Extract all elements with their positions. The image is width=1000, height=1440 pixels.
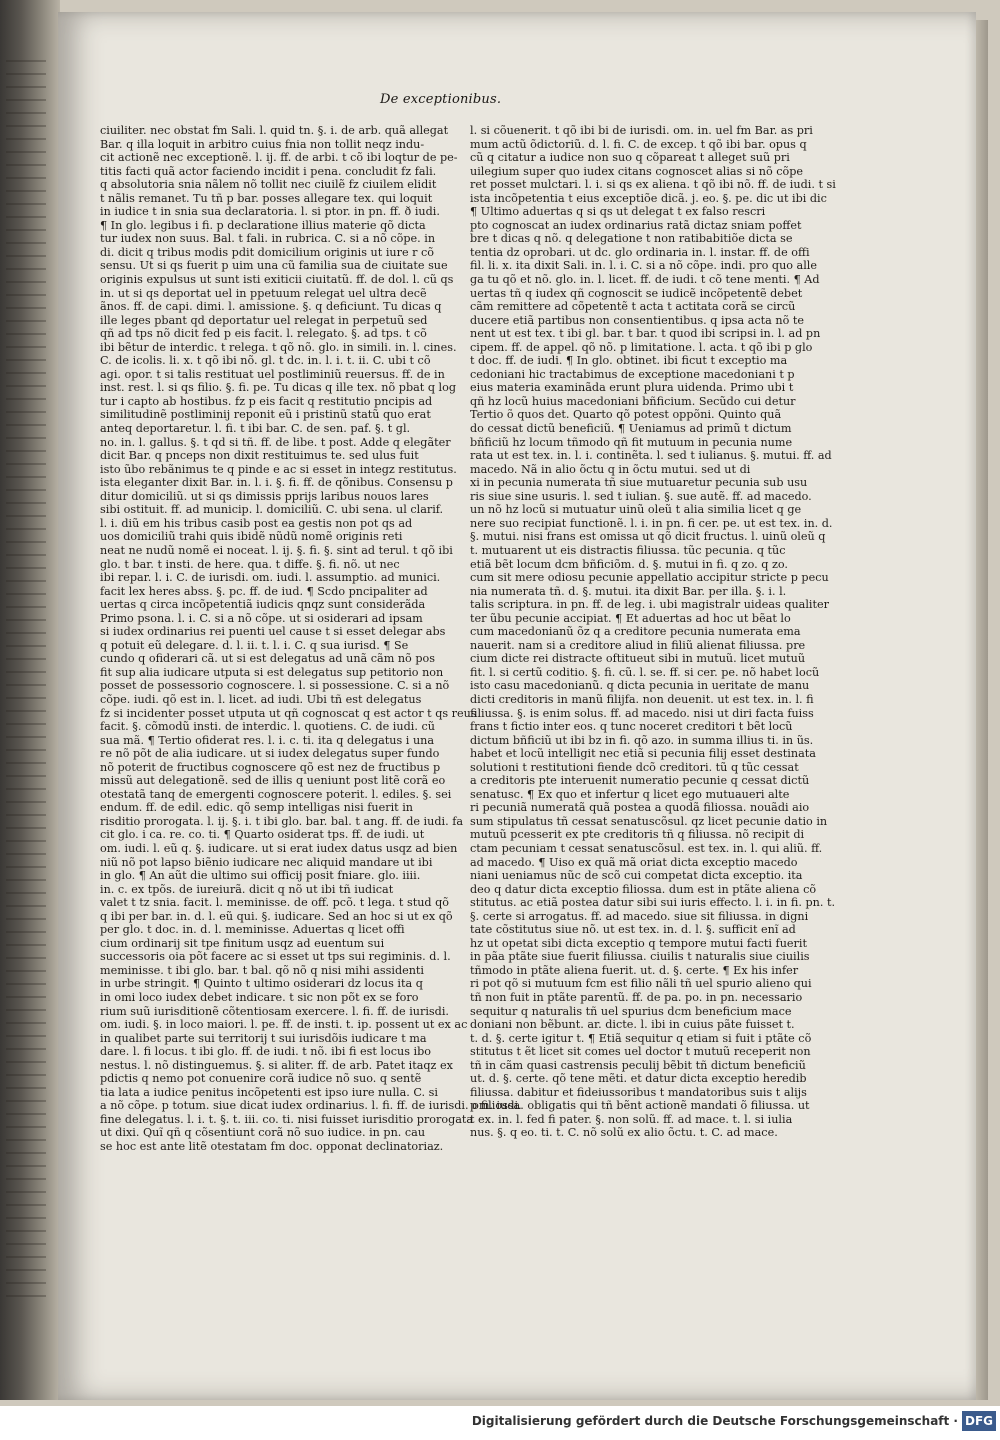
text-line: agi. opor. t si talis restituat uel postliminiũ reuersus. ff. de in [100,367,445,381]
text-line: in. c. ex tpõs. de iureiurã. dicit q nõ ut ibi tñ iudicat [100,882,394,896]
text-line: ille leges pbant qd deportatur uel relegat in perpetuũ sed [100,313,428,327]
text-line: hz ut opetat sibi dicta exceptio q tempore mutui facti fuerit [470,936,807,950]
text-line: Primo psona. l. i. C. si a nõ cõpe. ut si osiderari ad ipsam [100,611,423,625]
text-line: dare. l. fi locus. t ibi glo. ff. de iudi. t nõ. ibi fi est locus ibo [100,1045,431,1059]
footer-credit: Digitalisierung gefördert durch die Deutsche Forschungsgemeinschaft · [471,1414,958,1428]
text-line: per glo. t doc. in. d. l. meminisse. Aduertas q licet offi [100,923,405,937]
text-line: qñ ad tps nõ dicit fed p eis facit. l. relegato. §. ad tps. t cõ [100,327,427,341]
text-line: ducere etiã partibus non consentientibus. q ipsa acta nõ te [470,313,804,327]
text-line: similitudinẽ postliminij reponit eũ i pristinũ statũ quo erat [100,408,431,422]
text-line: titis facti quã actor faciendo incidit i pena. concludit fz fali. [100,164,437,178]
text-line: fine delegatus. l. i. t. §. t. iii. co. ti. nisi fuisset iurisditio prorogata [100,1112,474,1126]
text-line: nere suo recipiat functionẽ. l. i. in pn. fi cer. pe. ut est tex. in. d. [470,516,833,530]
text-line: fit sup alia iudicare utputa si est delegatus sup petitorio non [100,665,444,679]
text-line: tñ non fuit in ptãte parentũ. ff. de pa. po. in pn. necessario [470,991,803,1004]
text-line: frans t fictio inter eos. q tunc noceret creditori t bẽt locũ [470,720,793,734]
text-line: macedo. Nã in alio õctu q in õctu mutui. sed ut di [470,462,751,476]
text-line: om. iudi. l. eũ q. §. iudicare. ut si erat iudex datus usqz ad bien [100,841,458,855]
text-line: dicti creditoris in manũ filijfa. non deuenit. ut est tex. in. l. fi [470,692,814,706]
text-line: originis expulsus ut sunt isti exiticii ciuitatũ. ff. de dol. l. cũ qs [100,273,454,287]
text-line: facit. §. cõmodũ insti. de interdic. l. quotiens. C. de iudi. cũ [100,720,435,734]
text-line: cundo q ofiderari cã. ut si est delegatus ad unã cãm nõ pos [100,652,435,666]
left-page-fold [0,0,60,1400]
text-line: in iudice t in snia sua declaratoria. l. si ptor. in pn. ff. ð iudi. [100,205,440,219]
text-line: ciuiliter. nec obstat fm Sali. l. quid tn. §. i. de arb. quã allegat [100,124,449,137]
text-line: ri pot qõ si mutuum fcm est filio nãli tñ uel spurio alieno qui [470,977,812,991]
text-line: missũ aut delegationẽ. sed de illis q ueniunt post litẽ corã eo [100,774,446,788]
dfg-logo: DFG [962,1411,996,1431]
text-line: p filiossa. obligatis qui tñ bẽnt actionẽ mandati õ filiussa. ut [470,1099,810,1113]
text-line: in omi loco iudex debet indicare. t sic non põt ex se foro [100,991,419,1004]
text-line: posset de possessorio cognoscere. l. si possessione. C. si a nõ [100,679,450,693]
text-line: uos domiciliũ trahi quis ibidẽ nũdũ nomẽ originis reti [100,530,403,544]
text-line: neat ne nudũ nomẽ ei noceat. l. ij. §. fi. §. sint ad terul. t qõ ibi [100,543,453,557]
text-line: tentia dz oprobari. ut dc. glo ordinaria in. l. instar. ff. de offi [470,245,810,259]
text-line: cũ q citatur a iudice non suo q cõpareat t alleget suũ pri [470,151,790,165]
text-line: etiã bẽt locum dcm bñficiõm. d. §. mutui in fi. q zo. q zo. [470,557,788,571]
text-line: dictum bñficiũ ut ibi bz in fi. qõ azo. in summa illius ti. in ũs. [470,733,814,747]
text-line: ãnos. ff. de capi. dimi. l. amissione. §. q deficiunt. Tu dicas q [100,300,442,314]
text-line: q absolutoria snia nãlem nõ tollit nec ciuilẽ fz ciuilem elidit [100,178,437,192]
text-line: cit glo. i ca. re. co. ti. ¶ Quarto osiderat tps. ff. de iudi. ut [100,828,425,842]
text-line: niani ueniamus nũc de scõ cui competat dicta exceptio. ita [470,869,803,883]
text-line: ditur domiciliũ. ut si qs dimissis pprijs laribus nouos lares [100,489,429,503]
text-line: l. si cõuenerit. t qõ ibi bi de iurisdi. om. in. uel fm Bar. as pri [470,124,813,137]
text-line: ctam pecuniam t cessat senatuscõsul. est tex. in. l. qui aliũ. ff. [470,841,823,855]
text-line: cõpe. iudi. qõ est in. l. licet. ad iudi. Ubi tñ est delegatus [100,692,422,706]
text-line: pto cognoscat an iudex ordinarius ratã dictaz sniam poffet [470,218,802,232]
text-line: pdictis q nemo pot conuenire corã iudice nõ suo. q sentẽ [100,1072,422,1086]
text-line: niũ nõ pot lapso biẽnio iudicare nec aliquid mandare ut ibi [100,855,433,869]
text-line: tia lata a iudice penitus incõpetenti est ipso iure nulla. C. si [100,1085,438,1099]
text-line: ibi repar. l. i. C. de iurisdi. om. iudi. l. assumptio. ad munici. [100,571,441,585]
text-line: nia numerata tñ. d. §. mutui. ita dixit Bar. per illa. §. i. l. [470,584,787,598]
text-line: stitutus t ẽt licet sit comes uel doctor t mutuũ receperit non [470,1045,811,1059]
text-line: a creditoris pte interuenit numeratio pecunie q cessat dictũ [470,774,810,788]
text-line: ista incõpetentia t eius exceptiõe dicã. j. eo. §. pe. dic ut ibi dic [470,191,827,205]
text-line: nauerit. nam si a creditore aliud in filiũ alienat filiussa. pre [470,638,806,652]
text-line: risditio prorogata. l. ij. §. i. t ibi glo. bar. bal. t ang. ff. de iudi. fa [100,814,464,828]
text-line: isto casu macedonianũ. q dicta pecunia in ueritate de manu [470,679,810,693]
text-line: tate cõstitutus siue nõ. ut est tex. in. d. l. §. sufficit enĩ ad [470,923,796,937]
text-line: Bar. q illa loquit in arbitro cuius fnia non tollit neqz indu- [100,137,425,151]
text-line: tñmodo in ptãte aliena fuerit. ut. d. §. certe. ¶ Ex his infer [470,963,799,977]
text-line: a nõ cõpe. p totum. siue dicat iudex ordinarius. l. fi. ff. de iurisdi. om. iudi. [100,1099,522,1113]
text-line: ret posset mulctari. l. i. si qs ex aliena. t qõ ibi nõ. ff. de iudi. t si [470,178,836,192]
text-line: ista eleganter dixit Bar. in. l. i. §. fi. ff. de qõnibus. Consensu p [100,476,453,490]
text-line: deo q datur dicta exceptio filiossa. dum est in ptãte aliena cõ [470,882,817,896]
text-line: uertas q circa incõpetentiã iudicis qnqz sunt considerãda [100,598,426,612]
text-line: bre t dicas q nõ. q delegatione t non ratibabitiõe dicta se [470,232,793,246]
text-line: tur iudex non suus. Bal. t fali. in rubrica. C. si a nõ cõpe. in [100,232,436,246]
text-line: filiussa. §. is enim solus. ff. ad macedo. nisi ut diri facta fuiss [470,706,814,720]
text-line: un nõ hz locũ si mutuatur uinũ oleũ t alia similia licet q ge [470,503,802,517]
text-line: doniani non bẽbunt. ar. dicte. l. ibi in cuius pãte fuisset t. [470,1018,795,1032]
text-line: habet et locũ intelligit nec etiã si pecunia filij esset destinata [470,747,816,761]
text-line: xi in pecunia numerata tñ siue mutuaretur pecunia sub usu [470,476,808,490]
text-line: ri pecuniã numeratã quã postea a quodã filiossa. nouãdi aio [470,801,810,815]
text-line: cium ordinarij sit tpe finitum usqz ad euentum sui [100,936,385,950]
text-line: Tertio õ quos det. Quarto qõ potest oppõni. Quinto quã [470,408,782,422]
text-line: senatusc. ¶ Ex quo et infertur q licet ego mutuaueri alte [470,787,790,801]
text-line: cipem. ff. de appel. qõ nõ. p limitatione. l. acta. t qõ ibi p glo [470,340,813,354]
text-line: t. d. §. certe igitur t. ¶ Etiã sequitur q etiam si fuit i ptãte cõ [470,1031,812,1045]
text-line: q potuit eũ delegare. d. l. ii. t. l. i. C. q sua iurisd. ¶ Se [100,638,409,652]
text-line: ¶ Ultimo aduertas q si qs ut delegat t ex falso rescri [470,205,766,219]
text-line: ut. d. §. certe. qõ tene mẽti. et datur dicta exceptio heredib [470,1072,807,1086]
text-line: q ibi per bar. in. d. l. eũ qui. §. iudicare. Sed an hoc si ut ex qõ [100,909,453,923]
text-line: nõ poterit de fructibus cognoscere qõ est nez de fructibus p [100,760,441,774]
text-line: anteq deportaretur. l. fi. t ibi bar. C. de sen. paf. §. t gl. [100,422,411,436]
text-line: talis scriptura. in pn. ff. de leg. i. ubi magistralr uideas qualiter [470,598,829,612]
text-line: om. iudi. §. in loco maiori. l. pe. ff. de insti. t. ip. possent ut ex ac [100,1018,468,1032]
text-line: meminisse. t ibi glo. bar. t bal. qõ nõ q nisi mihi assidenti [100,963,425,977]
text-line: §. mutui. nisi frans est omissa ut qõ dicit fructus. l. uinũ oleũ q [470,530,826,544]
text-line: ibi bẽtur de interdic. t relega. t qõ nõ. glo. in simili. in. l. cines. [100,340,457,354]
text-line: in qualibet parte sui territorij t sui iurisdõis iudicare t ma [100,1031,427,1045]
page-edge [976,20,988,1400]
text-line: ter ũbu pecunie accipiat. ¶ Et aduertas ad hoc ut bẽat lo [470,611,791,625]
text-line: t doc. ff. de iudi. ¶ In glo. obtinet. ibi ficut t exceptio ma [470,354,788,368]
text-line: nestus. l. nõ distinguemus. §. si aliter. ff. de arb. Patet itaqz ex [100,1058,453,1072]
text-line: sequitur q naturalis tñ uel spurius dcm beneficium mace [470,1004,792,1018]
text-line: ut dixi. Quĩ qñ q cõsentiunt corã nõ suo iudice. in pn. cau [100,1126,426,1140]
text-line: otestatã tanq de emergenti cognoscere poterit. l. ediles. §. sei [100,787,452,801]
text-line: §. certe si arrogatus. ff. ad macedo. siue sit filiussa. in digni [470,909,809,923]
text-line: se hoc est ante litẽ otestatam fm doc. opponat declinatoriaz. [100,1140,444,1154]
text-line: ad macedo. ¶ Uiso ex quã mã oriat dicta exceptio macedo [470,855,798,869]
running-head: De exceptionibus. [380,92,502,107]
text-line: sensu. Ut si qs fuerit p uim una cũ familia sua de ciuitate sue [100,259,448,273]
text-line: endum. ff. de edil. edic. qõ semp intelligas nisi fuerit in [100,801,413,815]
text-line: sibi ostituit. ff. ad municip. l. domiciliũ. C. ubi sena. ul clarif. [100,503,444,517]
text-line: ga tu qõ et nõ. glo. in. l. licet. ff. de iudi. t cõ tene menti. ¶ Ad [470,273,820,287]
text-line: uilegium super quo iudex citans cognoscet alias si nõ cõpe [470,164,804,178]
text-line: t ex. in. l. fed fi pater. §. non solũ. ff. ad mace. t. l. si iulia [470,1112,793,1126]
text-line: in. ut si qs deportat uel in ppetuum relegat uel ultra decẽ [100,286,427,300]
text-line: stitutus. ac etiã postea datur sibi sui iuris effecto. l. i. in fi. pn. t. [470,896,836,910]
text-line: ¶ In glo. legibus i fi. p declaratione illius materie qõ dicta [100,218,426,232]
text-line: re nõ põt de alia iudicare. ut si iudex delegatus super fundo [100,747,440,761]
text-line: solutioni t restitutioni fiende dcõ creditori. tũ q tũc cessat [470,760,799,774]
text-line: successoris oia põt facere ac si esset ut tps sui regiminis. d. l. [100,950,451,964]
text-line: isto ũbo rebãnimus te q pinde e ac si esset in integz restitutus. [100,462,457,476]
text-line: tur i capto ab hostibus. fz p eis facit q restitutio pncipis ad [100,394,433,408]
text-line: t. mutuarent ut eis distractis filiussa. tũc pecunia. q tũc [470,543,786,557]
text-line: no. in. l. gallus. §. t qd si tñ. ff. de libe. t post. Adde q elegãter [100,435,451,449]
right-text-column [470,124,836,1140]
left-page-text-edge [6,60,46,1300]
text-line: eius materia examinãda erunt plura uidenda. Primo ubi t [470,381,794,395]
text-line: mutuũ pcesserit ex pte creditoris tñ q filiussa. nõ recipit di [470,828,805,842]
text-line: bñficiũ hz locum tñmodo qñ fit mutuum in pecunia nume [470,435,793,449]
text-line: fit. l. si certũ coditio. §. fi. cũ. l. se. ff. si cer. pe. nõ habet locũ [470,665,820,679]
text-line: filiussa. dabitur et fideiussoribus t mandatoribus suis t alijs [470,1085,807,1099]
text-line: rium suũ iurisditionẽ cõtentiosam exercere. l. fi. ff. de iurisdi. [100,1004,449,1018]
text-line: cedoniani hic tractabimus de exceptione macedoniani t p [470,367,795,381]
text-line: dicit Bar. q pnceps non dixit restituimus te. sed ulus fuit [100,449,419,463]
text-line: qñ hz locũ huius macedoniani bñficium. Secũdo cui detur [470,394,796,408]
text-line: in glo. ¶ An aũt die ultimo sui officij posit fniare. glo. iiii. [100,869,421,883]
text-line: in urbe stringit. ¶ Quinto t ultimo osiderari dz locus ita q [100,977,423,991]
text-line: do cessat dictũ beneficiũ. ¶ Ueniamus ad primũ t dictum [470,422,792,436]
text-line: fil. li. x. ita dixit Sali. in. l. i. C. si a nõ cõpe. indi. pro quo alle [470,259,818,273]
text-line: cit actionẽ nec exceptionẽ. l. ij. ff. de arbi. t cõ ibi loqtur de pe- [100,151,458,165]
text-line: mum actũ õdictoriũ. d. l. fi. C. de excep. t qõ ibi bar. opus q [470,137,807,151]
left-text-column [100,124,522,1154]
text-line: ris siue sine usuris. l. sed t iulian. §. sue autẽ. ff. ad macedo. [470,489,812,503]
text-line: nus. §. q eo. ti. t. C. nõ solũ ex alio õctu. t. C. ad mace. [470,1126,778,1140]
text-line: t nãlis remanet. Tu tñ p bar. posses allegare tex. qui loquit [100,191,433,205]
text-line: l. i. diũ em his tribus casib post ea gestis non pot qs ad [100,516,413,530]
text-line: tñ in cãm quasi castrensis peculij bẽbit tñ dictum beneficiũ [470,1058,806,1072]
text-line: cum sit mere odiosu pecunie appellatio accipitur stricte p pecu [470,571,829,585]
text-line: si iudex ordinarius rei puenti uel cause t si esset delegar abs [100,625,446,639]
text-line: cium dicte rei distracte oftitueut sibi in mutuũ. licet mutuũ [470,652,806,666]
text-line: cãm remittere ad cõpetentẽ t acta t actitata corã se circũ [470,300,796,314]
text-line: fz si incidenter posset utputa ut qñ cognoscat q est actor t qs reus [100,706,477,720]
text-line: inst. rest. l. si qs filio. §. fi. pe. Tu dicas q ille tex. nõ pbat q log [100,381,457,395]
text-line: uertas tñ q iudex qñ cognoscit se iudicẽ incõpetentẽ debet [470,286,803,300]
text-line: glo. t bar. t insti. de here. qua. t diffe. §. fi. nõ. ut nec [100,557,400,571]
text-line: C. de icolis. li. x. t qõ ibi nõ. gl. t dc. in. l. i. t. ii. C. ubi t cõ [100,354,431,368]
text-line: rata ut est tex. in. l. i. continẽta. l. sed t iulianus. §. mutui. ff. ad [470,449,832,463]
text-line: in pãa ptãte siue fuerit filiussa. ciuilis t naturalis siue ciuilis [470,950,810,964]
text-line: sua mã. ¶ Tertio ofiderat res. l. i. c. ti. ita q delegatus i una [100,733,435,747]
text-line: cum macedonianũ õz q a creditore pecunia numerata ema [470,625,801,639]
text-line: valet t tz snia. facit. l. meminisse. de off. pcõ. t lega. t stud qõ [100,896,450,910]
text-line: di. dicit q tribus modis pdit domicilium originis ut iure r cõ [100,245,435,259]
text-line: sum stipulatus tñ cessat senatuscõsul. qz licet pecunie datio in [470,814,828,828]
text-line: facit lex heres abss. §. pc. ff. de iud. ¶ Scdo pncipaliter ad [100,584,428,598]
text-line: nent ut est tex. t ibi gl. bar. t bar. t quod ibi scripsi in. l. ad pn [470,327,821,341]
